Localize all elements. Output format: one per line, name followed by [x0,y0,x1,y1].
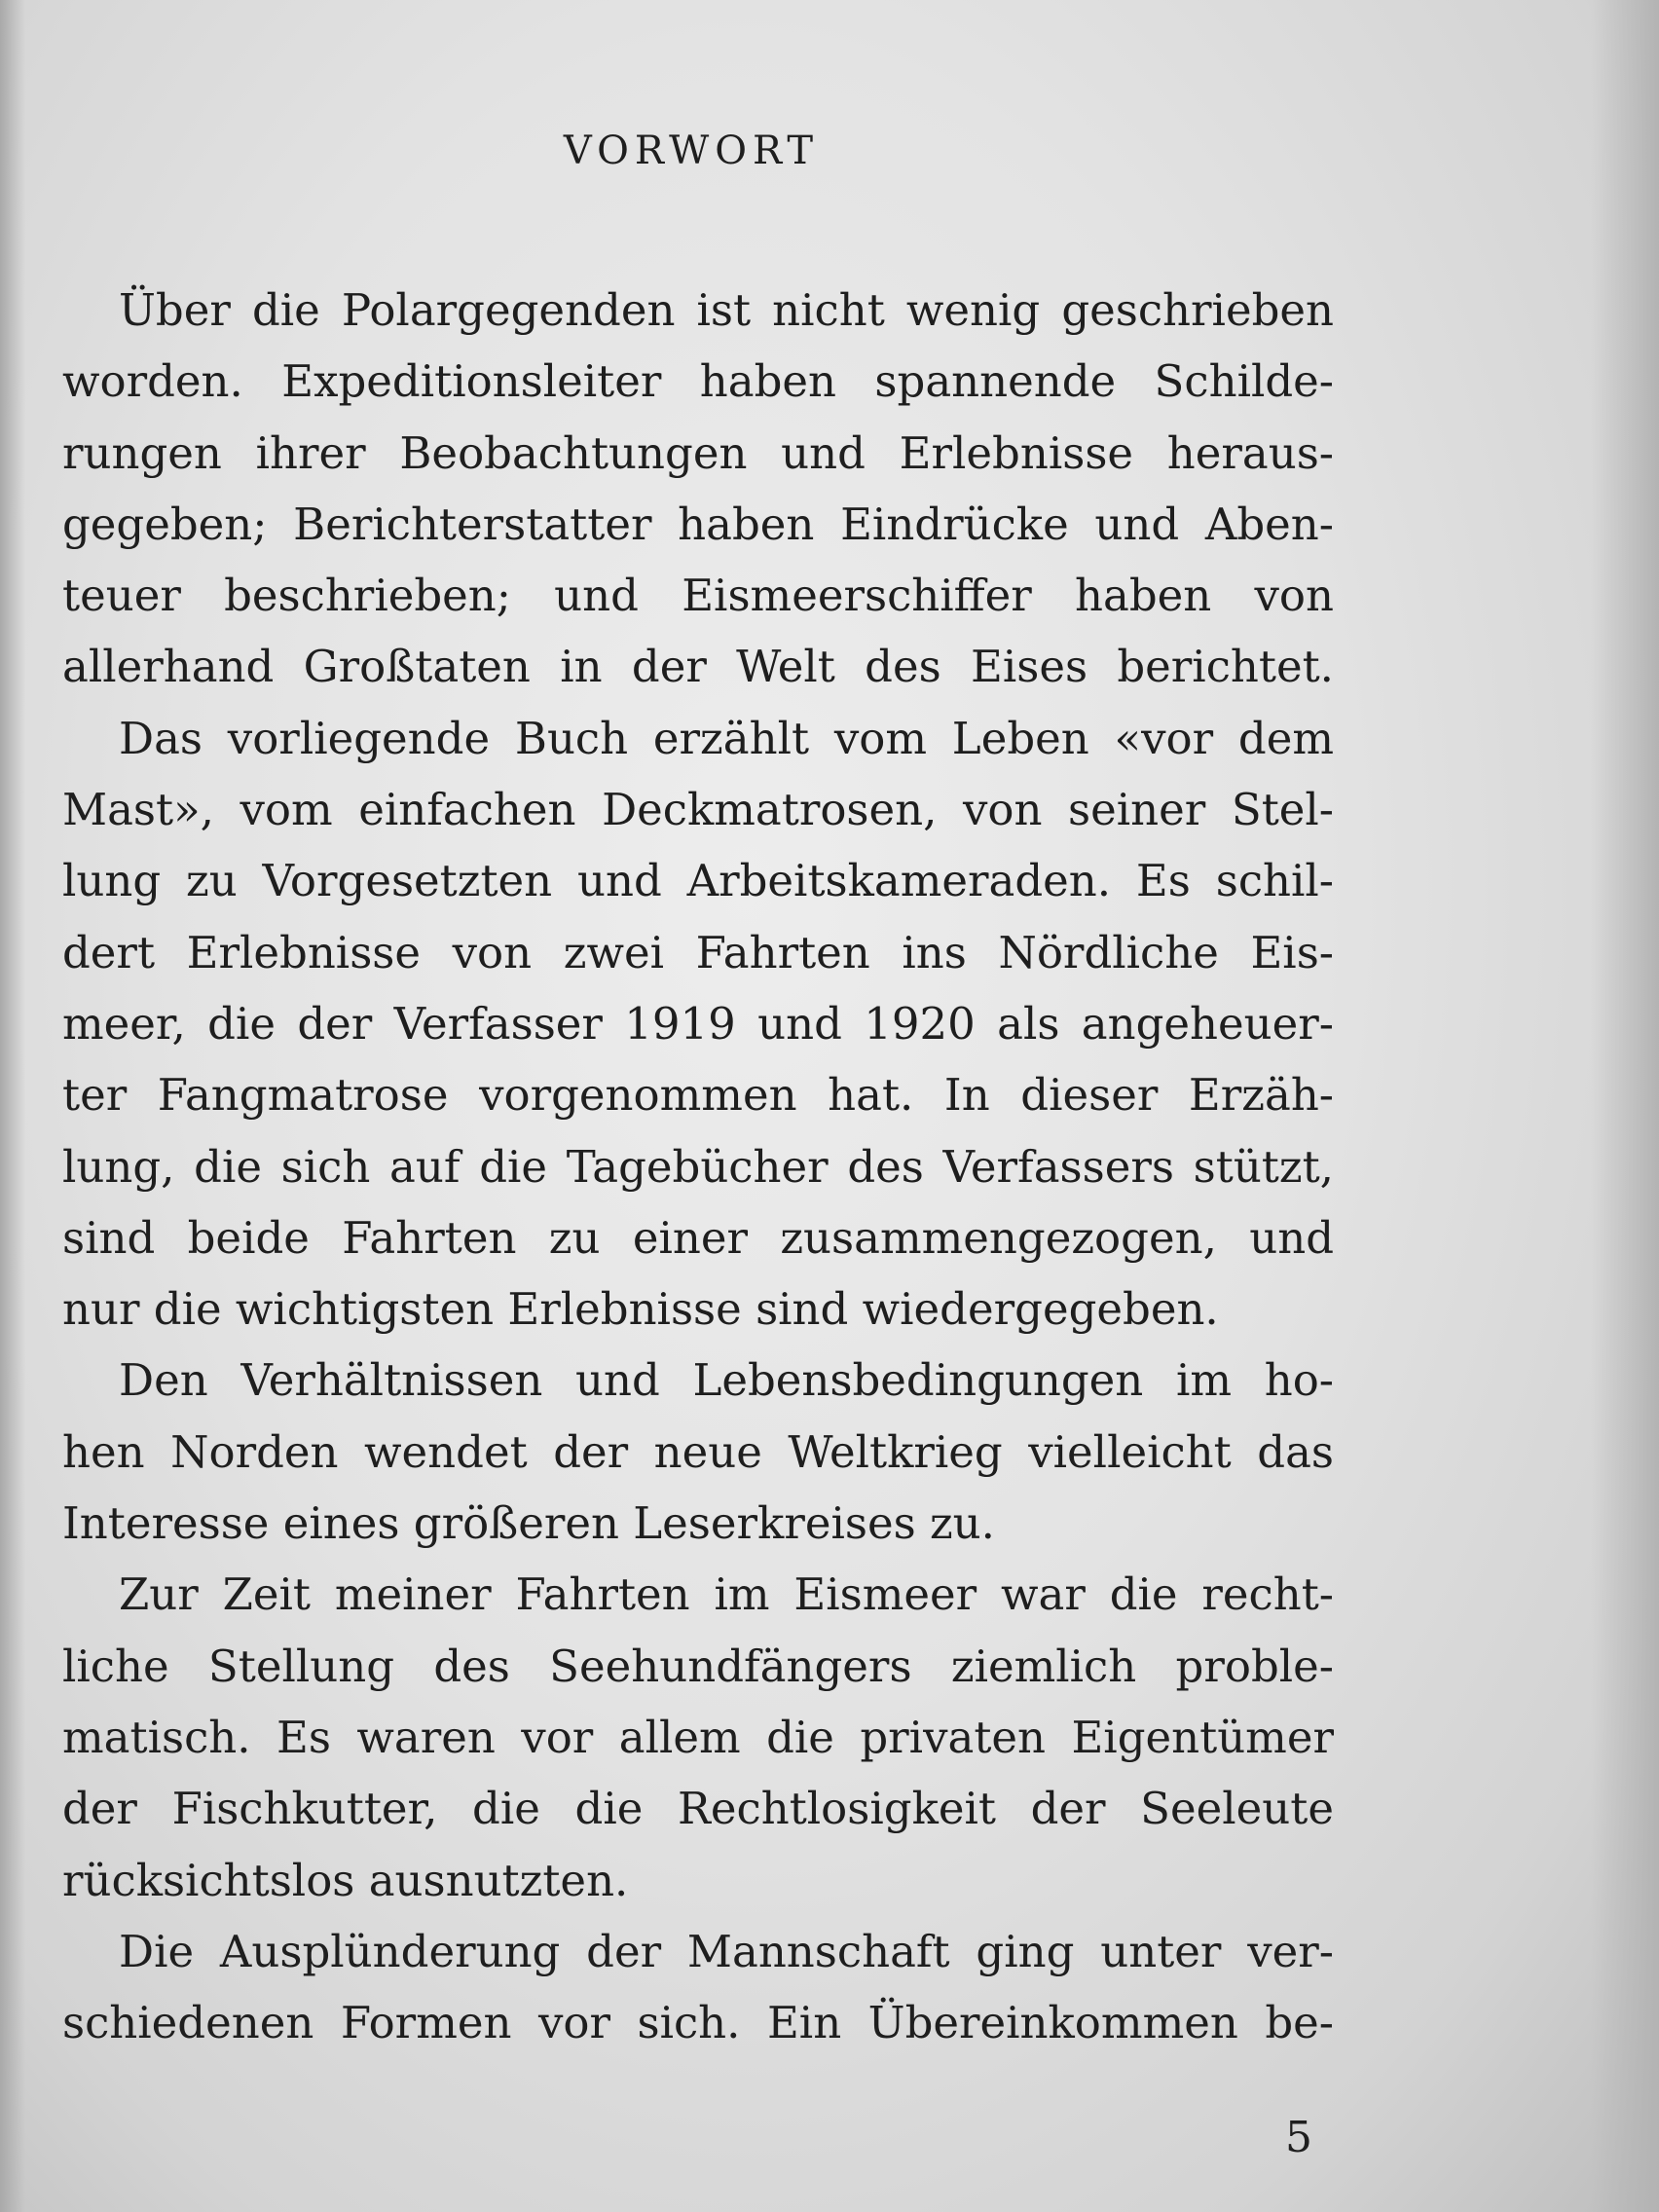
text-line: Mast», vom einfachen Deckmatrosen, von seiner Stel- [62,784,1334,836]
text-line: hen Norden wendet der neue Weltkrieg vielleicht das [62,1425,1334,1478]
chapter-title: VORWORT [563,129,820,173]
text-line: schiedenen Formen vor sich. Ein Übereinkommen be- [62,1997,1334,2049]
text-line: worden. Expeditionsleiter haben spannende Schilde- [62,355,1334,408]
text-line: rungen ihrer Beobachtungen und Erlebnisse heraus- [62,426,1334,479]
body-text [62,275,1334,2058]
text-line: rücksichtslos ausnutzten. [62,1854,629,1906]
text-line: Das vorliegende Buch erzählt vom Leben «vor dem [119,712,1334,764]
text-line: meer, die der Verfasser 1919 und 1920 als angeheuer- [62,997,1334,1050]
text-line: lung zu Vorgesetzten und Arbeitskameraden. Es schil- [62,855,1334,907]
text-line: Zur Zeit meiner Fahrten im Eismeer war die recht- [119,1568,1334,1621]
text-line: teuer beschrieben; und Eismeerschiffer haben von [62,570,1334,622]
text-line: Die Ausplünderung der Mannschaft ging unter ver- [119,1925,1334,1977]
text-line: gegeben; Berichterstatter haben Eindrücke und Aben- [62,498,1334,550]
text-line: matisch. Es waren vor allem die privaten Eigentümer [62,1711,1334,1763]
text-line: lung, die sich auf die Tagebücher des Verfassers stützt, [62,1140,1334,1193]
text-line: dert Erlebnisse von zwei Fahrten ins Nördliche Eis- [62,926,1334,978]
text-line: nur die wichtigsten Erlebnisse sind wiedergegeben. [62,1283,1219,1336]
text-line: allerhand Großtaten in der Welt des Eises berichtet. [62,641,1334,693]
text-line: Über die Polargegenden ist nicht wenig geschrieben [119,284,1334,336]
text-line: sind beide Fahrten zu einer zusammengezogen, und [62,1211,1334,1264]
page-number: 5 [1285,2113,1312,2162]
text-line: Interesse eines größeren Leserkreises zu. [62,1497,995,1550]
text-line: Den Verhältnissen und Lebensbedingungen im ho- [119,1354,1334,1407]
text-line: liche Stellung des Seehundfängers ziemlich proble- [62,1640,1334,1692]
text-line: der Fischkutter, die die Rechtlosigkeit der Seeleute [62,1783,1334,1835]
text-line: ter Fangmatrose vorgenommen hat. In dieser Erzäh- [62,1069,1334,1122]
